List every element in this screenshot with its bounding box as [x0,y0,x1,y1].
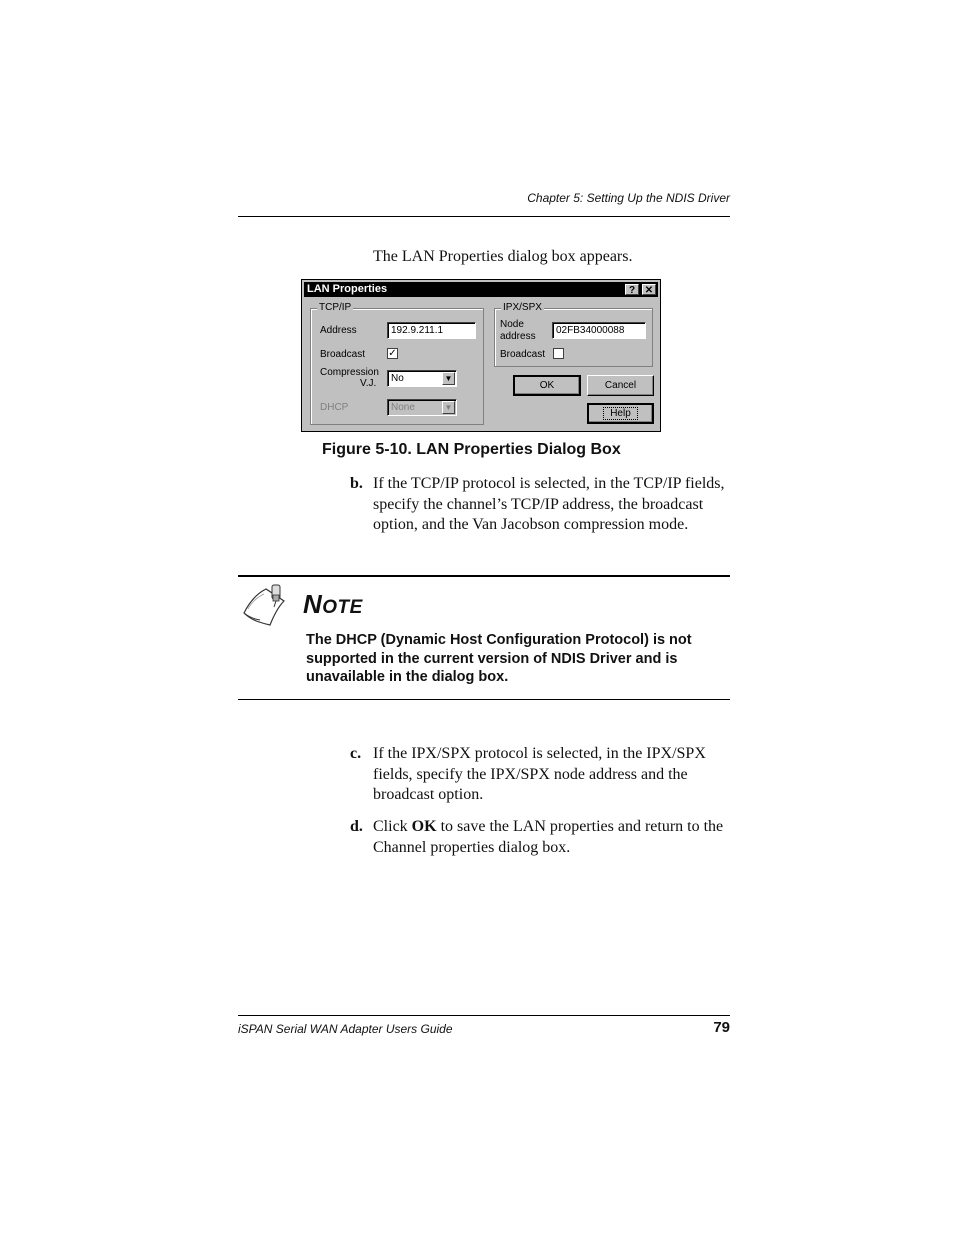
page-number: 79 [713,1019,730,1036]
step-text: If the IPX/SPX protocol is selected, in the IPX/SPX fields, specify the IPX/SPX node address and the broadcast option. [373,745,706,803]
dhcp-select [387,399,457,416]
dialog-titlebar [304,282,658,297]
help-button[interactable] [587,403,654,424]
step-text [373,817,731,858]
tcpip-group [310,302,484,425]
address-field[interactable]: 192.9.211.1 [387,322,476,339]
step-text-before: Click [373,818,412,835]
note-top-rule [238,575,730,577]
step-letter: b. [350,475,363,492]
ipxspx-group-label: IPX/SPX [503,302,542,313]
ipxspx-group [494,302,653,367]
chevron-down-icon[interactable]: ▼ [442,372,455,385]
compression-select[interactable] [387,370,457,387]
note-title-rest: OTE [322,597,363,618]
step-text-bold: OK [411,818,437,835]
ipxspx-broadcast-checkbox[interactable] [553,348,564,359]
ipxspx-broadcast-label: Broadcast [500,349,546,360]
note-title [303,589,363,620]
ok-button[interactable]: OK [513,375,581,396]
step-letter: d. [350,818,363,835]
intro-text: The LAN Properties dialog box appears. [373,248,633,265]
address-label: Address [320,325,357,336]
step-text-after: to save the LAN properties and return to the Channel properties dialog box. [373,818,724,856]
node-address-field[interactable]: 02FB34000088 [552,322,646,339]
dhcp-label: DHCP [320,402,349,413]
note-paper-pin-icon [240,583,290,627]
step-text: If the TCP/IP protocol is selected, in the TCP/IP fields, specify the channel’s TCP/IP address, the broadcast option, and the Van Jacobson compression mode. [373,475,725,533]
step-letter: c. [350,745,362,762]
chevron-down-icon: ▼ [442,401,455,414]
running-header: Chapter 5: Setting Up the NDIS Driver [527,191,730,205]
compression-label: Compression [320,367,379,378]
lan-properties-dialog [301,279,661,432]
node-label: Node [500,319,524,330]
note-body: The DHCP (Dynamic Host Configuration Protocol) is not supported in the current version of NDIS Driver and is unavailable in the dialog box. [306,632,692,685]
dhcp-value: None [391,402,415,413]
note-title-initial: N [303,589,323,619]
close-icon[interactable]: ✕ [642,284,656,295]
compression-value: No [391,373,404,384]
note-bottom-rule [238,699,730,700]
dialog-title: LAN Properties [307,283,388,295]
header-rule [238,216,730,217]
figure-caption: Figure 5-10. LAN Properties Dialog Box [322,441,621,458]
footer-rule [238,1015,730,1016]
tcpip-group-label: TCP/IP [319,302,352,313]
tcpip-broadcast-checkbox[interactable] [387,348,398,359]
footer-title: iSPAN Serial WAN Adapter Users Guide [238,1022,453,1036]
help-icon[interactable]: ? [625,284,639,295]
tcpip-broadcast-label: Broadcast [320,349,366,360]
help-button-label: Help [603,407,638,420]
cancel-button[interactable]: Cancel [587,375,654,396]
node-address-label: address [500,331,536,342]
compression-vj-label: V.J. [360,378,377,389]
checkmark-icon: ✓ [388,348,397,359]
